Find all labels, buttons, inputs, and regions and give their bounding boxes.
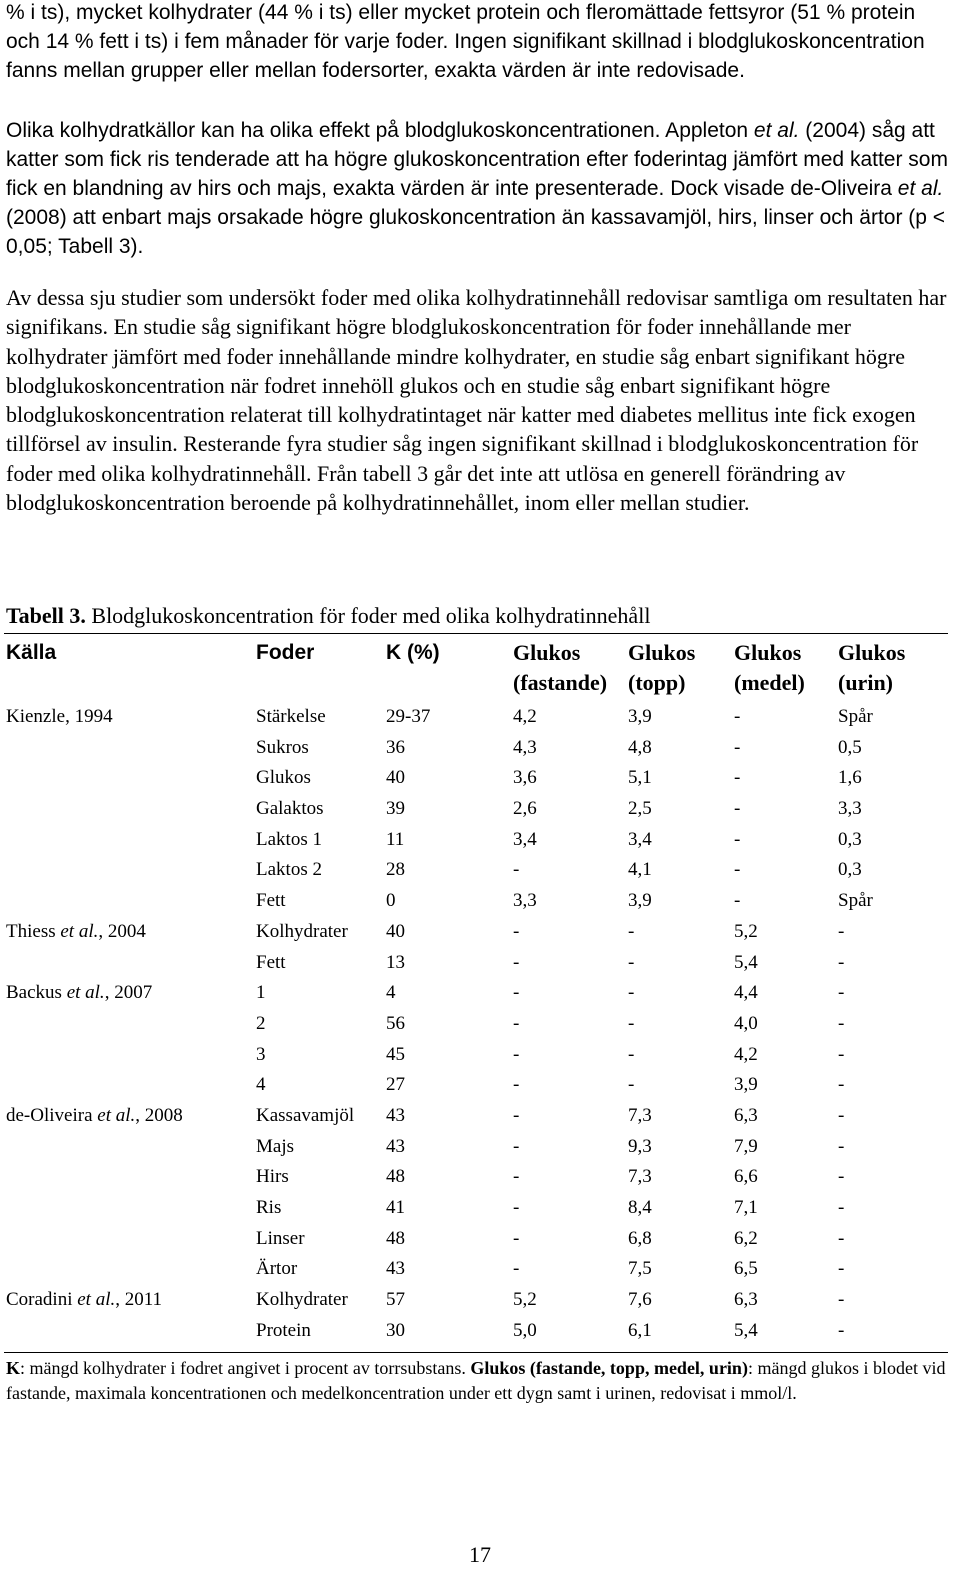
- source-text-italic: et al.: [97, 1104, 136, 1126]
- cell-glucose-fasting: 5,2: [513, 1289, 537, 1311]
- table-row: [0, 733, 960, 764]
- cell-glucose-urine: Spår: [838, 706, 873, 727]
- cell-glucose-fasting: -: [513, 859, 520, 881]
- cell-glucose-urine: 0,3: [838, 859, 862, 881]
- table-row: [0, 1162, 960, 1193]
- cell-glucose-mean: 5,2: [734, 920, 758, 942]
- header-source: [6, 638, 56, 668]
- header-label: Glukos: [628, 640, 696, 665]
- source-text: Thiess: [6, 920, 61, 942]
- table-row: [0, 825, 960, 856]
- cell-glucose-fasting: -: [513, 1104, 520, 1126]
- cell-glucose-fasting: 4,2: [513, 706, 537, 727]
- table-row: [0, 1285, 960, 1316]
- cell-glucose-mean: -: [734, 706, 741, 727]
- source-text: de-Oliveira: [6, 1104, 98, 1126]
- table-row: [0, 917, 960, 948]
- cell-carb-percent: 30: [386, 1319, 405, 1341]
- cell-glucose-mean: 5,4: [734, 951, 758, 973]
- table-header: [0, 638, 960, 700]
- cell-glucose-mean: -: [734, 736, 741, 758]
- cell-source: [6, 917, 146, 948]
- cell-carb-percent: 29-37: [386, 706, 431, 727]
- source-year: , 2008: [135, 1104, 183, 1126]
- table-row: [0, 794, 960, 825]
- header-glucose-peak: [628, 638, 695, 698]
- cell-glucose-peak: 6,8: [628, 1227, 652, 1249]
- cell-feed: Linser: [256, 1227, 305, 1249]
- cell-feed: 2: [256, 1012, 266, 1034]
- cell-glucose-fasting: -: [513, 1135, 520, 1157]
- header-sublabel: (fastande): [513, 670, 608, 695]
- cell-glucose-urine: 1,6: [838, 767, 862, 789]
- cell-glucose-mean: 6,2: [734, 1227, 758, 1249]
- cell-glucose-peak: -: [628, 1074, 635, 1096]
- cell-glucose-peak: 5,1: [628, 767, 652, 789]
- table-row: [0, 948, 960, 979]
- cell-glucose-urine: 3,3: [838, 798, 862, 820]
- cell-glucose-urine: Spår: [838, 890, 873, 912]
- cell-carb-percent: 40: [386, 767, 405, 789]
- header-sublabel: (topp): [628, 670, 686, 695]
- cell-glucose-mean: 4,0: [734, 1012, 758, 1034]
- cell-glucose-urine: -: [838, 1104, 845, 1126]
- cell-carb-percent: 43: [386, 1258, 405, 1280]
- cell-carb-percent: 11: [386, 828, 405, 850]
- table-row: [0, 1009, 960, 1040]
- cell-glucose-fasting: 3,3: [513, 890, 537, 912]
- cell-feed: Laktos 2: [256, 859, 322, 881]
- cell-glucose-fasting: -: [513, 982, 520, 1004]
- cell-feed: Fett: [256, 890, 286, 912]
- cell-glucose-peak: -: [628, 920, 635, 942]
- cell-feed: 1: [256, 982, 266, 1004]
- cell-carb-percent: 45: [386, 1043, 405, 1065]
- cell-carb-percent: 39: [386, 798, 405, 820]
- cell-glucose-mean: -: [734, 767, 741, 789]
- cell-glucose-urine: -: [838, 1043, 845, 1065]
- table-row: [0, 1193, 960, 1224]
- cell-glucose-urine: -: [838, 1012, 845, 1034]
- cell-glucose-urine: -: [838, 1135, 845, 1157]
- cell-source: [6, 978, 152, 1009]
- table-row: [0, 1132, 960, 1163]
- cell-carb-percent: 40: [386, 920, 405, 942]
- cell-source: [6, 702, 113, 733]
- table-row: [0, 763, 960, 794]
- header-feed: [256, 638, 314, 668]
- source-year: , 2004: [98, 920, 146, 942]
- cell-feed: Kassavamjöl: [256, 1104, 355, 1126]
- cell-source: [6, 1285, 162, 1316]
- cell-feed: 3: [256, 1043, 266, 1065]
- cell-feed: Protein: [256, 1319, 311, 1341]
- cell-glucose-mean: -: [734, 828, 741, 850]
- source-year: , 2007: [104, 982, 153, 1004]
- cell-glucose-peak: -: [628, 1043, 635, 1065]
- table-row: [0, 702, 960, 733]
- cell-feed: Sukros: [256, 736, 309, 758]
- cell-glucose-fasting: -: [513, 1197, 520, 1218]
- source-text-italic: et al.: [60, 920, 99, 942]
- cell-glucose-mean: 3,9: [734, 1074, 758, 1096]
- header-sublabel: (medel): [734, 670, 805, 695]
- cell-carb-percent: 43: [386, 1135, 405, 1157]
- text-run: Olika kolhydratkällor kan ha olika effekt på blodglukoskoncentrationen. Appleton: [6, 119, 754, 142]
- header-label: Foder: [256, 641, 315, 664]
- cell-feed: Ärtor: [256, 1258, 298, 1280]
- footnote-k-text: : mängd kolhydrater i fodret angivet i procent av torrsubstans.: [20, 1358, 471, 1378]
- cell-glucose-urine: -: [838, 1166, 845, 1188]
- table-row: [0, 1040, 960, 1071]
- cell-feed: Kolhydrater: [256, 920, 348, 942]
- header-label: Glukos: [734, 640, 802, 665]
- cell-glucose-mean: -: [734, 859, 741, 881]
- source-text: Backus: [6, 982, 67, 1004]
- header-glucose-fasting: [513, 638, 607, 698]
- cell-carb-percent: 56: [386, 1012, 405, 1034]
- cell-carb-percent: 48: [386, 1227, 405, 1249]
- paragraph-summary: [6, 283, 950, 517]
- table-row: [0, 886, 960, 917]
- cell-glucose-peak: 7,3: [628, 1166, 652, 1188]
- cell-glucose-fasting: -: [513, 920, 520, 942]
- footnote-glucose-label: Glukos (fastande, topp, medel, urin): [470, 1358, 748, 1378]
- cell-feed: Galaktos: [256, 798, 324, 820]
- cell-feed: Fett: [256, 951, 286, 973]
- table-caption-text: Blodglukoskoncentration för foder med olika kolhydratinnehåll: [85, 603, 651, 628]
- cell-glucose-urine: 0,3: [838, 828, 862, 850]
- source-text: Coradini: [6, 1289, 78, 1311]
- text-run-italic: et al.: [897, 177, 944, 200]
- text-run: Av dessa sju studier som undersökt foder med olika kolhydratinnehåll redovisar samtliga om resultaten har signifikans.: [6, 285, 947, 340]
- cell-carb-percent: 0: [386, 890, 396, 912]
- header-label: Glukos: [513, 640, 581, 665]
- cell-glucose-fasting: -: [513, 1012, 520, 1034]
- cell-glucose-peak: -: [628, 951, 635, 973]
- source-year: , 2011: [115, 1289, 163, 1311]
- cell-glucose-urine: -: [838, 1074, 845, 1096]
- cell-glucose-urine: -: [838, 1258, 845, 1280]
- table-row: [0, 1070, 960, 1101]
- paragraph-carb-sources: [6, 116, 950, 261]
- cell-glucose-peak: 7,3: [628, 1104, 652, 1126]
- table-row: [0, 1224, 960, 1255]
- cell-glucose-peak: 3,9: [628, 706, 652, 727]
- cell-glucose-fasting: -: [513, 1258, 520, 1280]
- page-number: 17: [469, 1542, 491, 1567]
- cell-feed: Glukos: [256, 767, 311, 789]
- cell-carb-percent: 4: [386, 982, 396, 1004]
- cell-glucose-mean: -: [734, 890, 741, 912]
- cell-glucose-mean: 7,1: [734, 1197, 758, 1218]
- table-footnote: [6, 1356, 950, 1406]
- cell-feed: Hirs: [256, 1166, 289, 1188]
- cell-carb-percent: 27: [386, 1074, 405, 1096]
- paragraph-intro: % i ts), mycket kolhydrater (44 % i ts) eller mycket protein och fleromättade fettsyror (51 % protein och 14 % fett i ts) i fem månader för varje foder. Ingen signifikant skillnad i blodglukoskoncentration fanns mellan grupper eller mellan fodersorter, exakta värden är inte redovisade.: [6, 1, 925, 82]
- header-carb-percent: [386, 638, 440, 668]
- cell-glucose-peak: 4,8: [628, 736, 652, 758]
- table-row: [0, 978, 960, 1009]
- cell-glucose-urine: -: [838, 1227, 845, 1249]
- header-label: Glukos: [838, 640, 906, 665]
- cell-glucose-fasting: -: [513, 1166, 520, 1188]
- header-label: Källa: [6, 641, 57, 664]
- cell-carb-percent: 13: [386, 951, 405, 973]
- cell-feed: 4: [256, 1074, 266, 1096]
- cell-glucose-mean: 4,4: [734, 982, 758, 1004]
- cell-glucose-mean: 6,6: [734, 1166, 758, 1188]
- footnote-k-label: K: [6, 1358, 21, 1378]
- header-sublabel: (urin): [838, 670, 893, 695]
- source-text-italic: et al.: [77, 1289, 116, 1311]
- footnote-glucose-text: : mängd glukos i blodet vid fastande, maximala koncentrationen och medelkoncentration under ett dygn samt i urinen, redovisat i mmol/l.: [6, 1358, 946, 1403]
- cell-glucose-peak: 6,1: [628, 1319, 652, 1341]
- cell-glucose-peak: 7,5: [628, 1258, 652, 1280]
- cell-glucose-fasting: -: [513, 1074, 520, 1096]
- cell-glucose-urine: -: [838, 982, 845, 1004]
- cell-feed: Stärkelse: [256, 706, 326, 727]
- cell-glucose-fasting: 2,6: [513, 798, 537, 820]
- source-text: Kienzle, 1994: [6, 706, 113, 727]
- cell-feed: Laktos 1: [256, 828, 322, 850]
- cell-feed: Majs: [256, 1135, 294, 1157]
- table-bottom-rule: [4, 1352, 948, 1353]
- header-label: K (%): [386, 641, 440, 664]
- text-run: (2004) såg att katter som fick ris tenderade att ha högre glukoskoncentration efter foderintag jämfört med katter som fick en blandning av hirs och majs, exakta värden är inte presenterade. Dock visade de-Oliveira: [6, 119, 948, 200]
- cell-carb-percent: 28: [386, 859, 405, 881]
- cell-glucose-mean: 6,3: [734, 1104, 758, 1126]
- cell-glucose-fasting: 3,6: [513, 767, 537, 789]
- cell-glucose-urine: -: [838, 1197, 845, 1218]
- cell-feed: Kolhydrater: [256, 1289, 348, 1311]
- header-glucose-urine: [838, 638, 905, 698]
- table-row: [0, 855, 960, 886]
- cell-glucose-peak: -: [628, 1012, 635, 1034]
- text-run: (2008) att enbart majs orsakade högre glukoskoncentration än kassavamjöl, hirs, linser och ärtor (p < 0,05; Tabell 3).: [6, 206, 946, 258]
- cell-glucose-mean: 5,4: [734, 1319, 758, 1341]
- cell-glucose-mean: 7,9: [734, 1135, 758, 1157]
- text-run-italic: et al.: [753, 119, 800, 142]
- cell-glucose-mean: 4,2: [734, 1043, 758, 1065]
- table-top-rule: [4, 633, 948, 634]
- cell-glucose-urine: 0,5: [838, 736, 862, 758]
- cell-glucose-mean: -: [734, 798, 741, 820]
- cell-glucose-mean: 6,5: [734, 1258, 758, 1280]
- source-text-italic: et al.: [66, 982, 105, 1004]
- cell-carb-percent: 57: [386, 1289, 405, 1311]
- cell-glucose-mean: 6,3: [734, 1289, 758, 1311]
- table-caption-label: Tabell 3.: [6, 603, 86, 628]
- cell-glucose-peak: 2,5: [628, 798, 652, 820]
- cell-glucose-peak: 3,4: [628, 828, 652, 850]
- cell-glucose-peak: 4,1: [628, 859, 652, 881]
- cell-carb-percent: 43: [386, 1104, 405, 1126]
- cell-glucose-fasting: 4,3: [513, 736, 537, 758]
- cell-glucose-urine: -: [838, 951, 845, 973]
- cell-glucose-fasting: 5,0: [513, 1319, 537, 1341]
- text-run: En studie såg signifikant högre blodglukoskoncentration för foder innehållande mer kolhydrater jämfört med foder innehållande mindre kolhydrater, en studie såg enbart signifikant högre blodglukoskoncentration när fodret innehöll glukos och en studie såg enbart signifikant högre blodglukoskoncentration relaterat till kolhydratintaget när katter med diabetes mellitus inte fick exogen tillförsel av insulin. Resterande fyra studier såg ingen signifikant skillnad i blodglukoskoncentration för foder med olika kolhydratinnehåll. Från tabell 3 går det inte att utlösa en generell förändring av blodglukoskoncentration beroende på kolhydratinnehållet, inom eller mellan studier.: [6, 314, 919, 516]
- table-row: [0, 1101, 960, 1132]
- header-glucose-mean: [734, 638, 805, 698]
- cell-glucose-peak: 8,4: [628, 1197, 652, 1218]
- cell-glucose-fasting: -: [513, 1227, 520, 1249]
- cell-glucose-fasting: -: [513, 951, 520, 973]
- cell-carb-percent: 36: [386, 736, 405, 758]
- cell-carb-percent: 48: [386, 1166, 405, 1188]
- cell-carb-percent: 41: [386, 1197, 405, 1218]
- cell-glucose-fasting: -: [513, 1043, 520, 1065]
- cell-glucose-peak: -: [628, 982, 635, 1004]
- cell-glucose-peak: 3,9: [628, 890, 652, 912]
- cell-source: [6, 1101, 183, 1132]
- cell-glucose-urine: -: [838, 1289, 845, 1311]
- cell-glucose-peak: 9,3: [628, 1135, 652, 1157]
- cell-feed: Ris: [256, 1197, 282, 1218]
- cell-glucose-urine: -: [838, 1319, 845, 1341]
- table-row: [0, 1316, 960, 1347]
- cell-glucose-urine: -: [838, 920, 845, 942]
- cell-glucose-peak: 7,6: [628, 1289, 652, 1311]
- table-body: [0, 702, 960, 1346]
- table-caption: [6, 602, 650, 630]
- table-row: [0, 1254, 960, 1285]
- cell-glucose-fasting: 3,4: [513, 828, 537, 850]
